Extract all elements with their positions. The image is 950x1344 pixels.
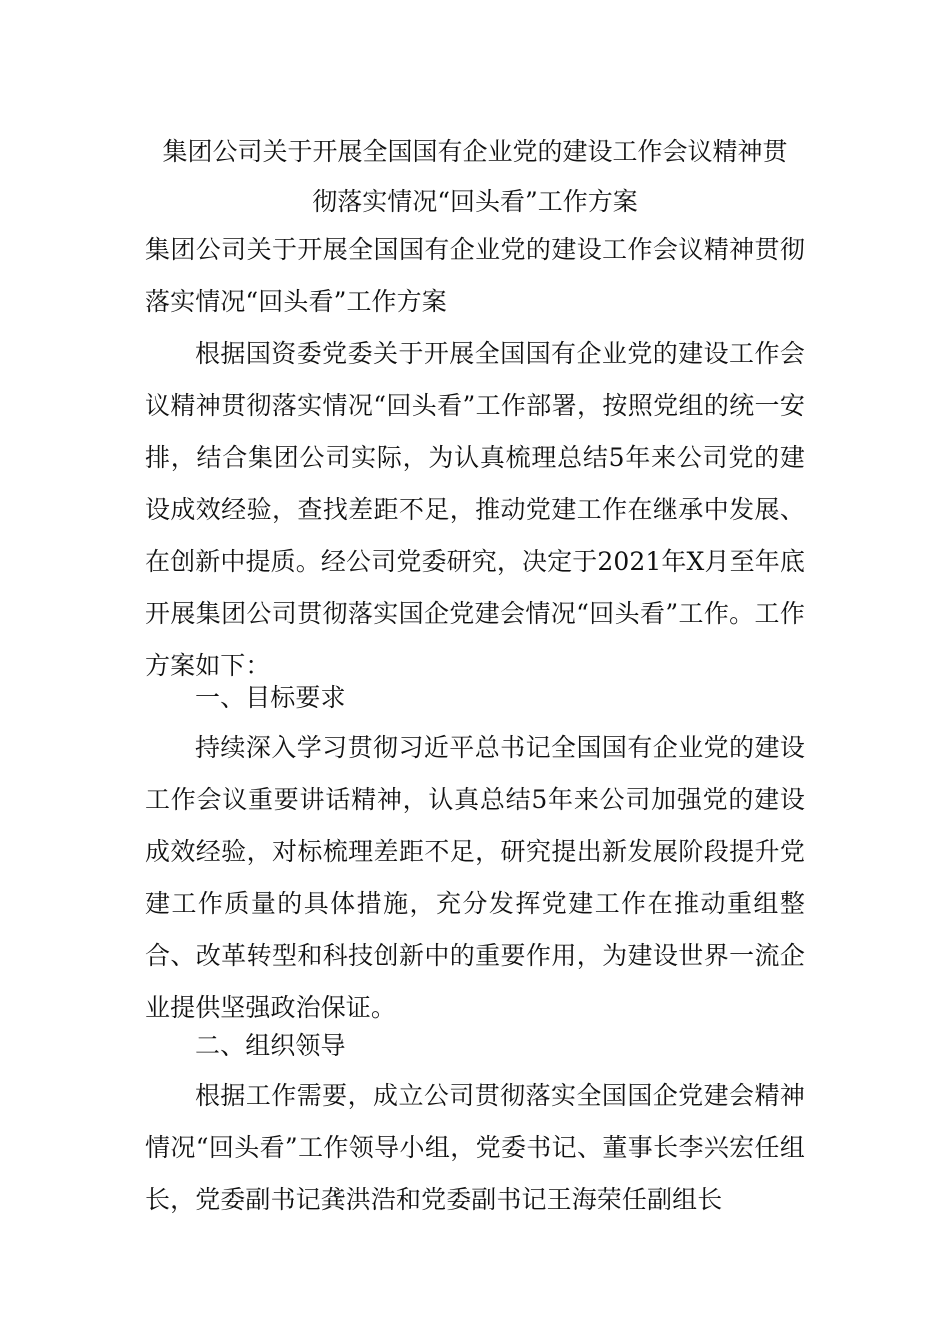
organization-paragraph: 根据工作需要，成立公司贯彻落实全国国企党建会精神情况“回头看”工作领导小组，党委书记、董事长李兴宏任组长，党委副书记龚洪浩和党委副书记王海荣任副组长 [145,1081,805,1214]
document-subtitle: 集团公司关于开展全国国有企业党的建设工作会议精神贯彻落实情况“回头看”工作方案 [145,235,805,316]
document-title-line-1: 集团公司关于开展全国国有企业党的建设工作会议精神贯 [162,137,788,166]
section-heading-organization: 二、组织领导 [195,1031,346,1060]
goals-paragraph: 持续深入学习贯彻习近平总书记全国国有企业党的建设工作会议重要讲话精神，认真总结5年来公司加强党的建设成效经验，对标梳理差距不足，研究提出新发展阶段提升党建工作质量的具体措施，充分发挥党建工作在推动重组整合、改革转型和科技创新中的重要作用，为建设世界一流企业提供坚强政治保证。 [145,733,805,1022]
intro-paragraph: 根据国资委党委关于开展全国国有企业党的建设工作会议精神贯彻落实情况“回头看”工作部署，按照党组的统一安排，结合集团公司实际，为认真梳理总结5年来公司党的建设成效经验，查找差距不足，推动党建工作在继承中发展、在创新中提质。经公司党委研究，决定于2021年X月至年底开展集团公司贯彻落实国企党建会情况“回头看”工作。工作方案如下： [145,339,805,680]
section-heading-goals: 一、目标要求 [195,683,346,712]
document-title-line-2: 彻落实情况“回头看”工作方案 [312,187,638,216]
